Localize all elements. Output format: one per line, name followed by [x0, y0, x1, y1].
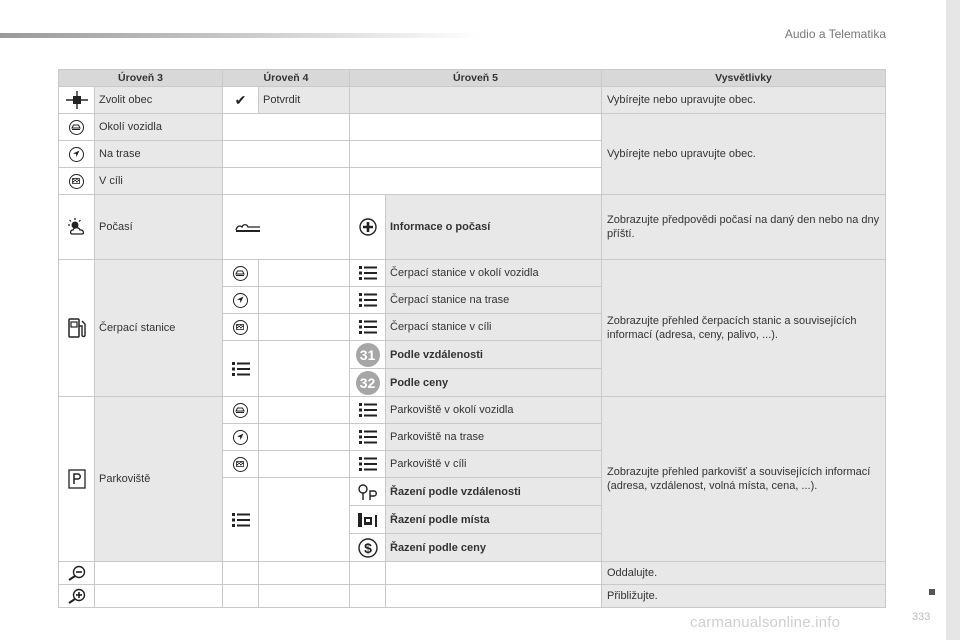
vehicle-surroundings-icon [223, 260, 259, 287]
empty-cell [223, 585, 259, 608]
checkmark-icon: ✔ [223, 87, 259, 114]
table-header-row [59, 70, 886, 87]
column-header-level5: Úroveň 5 [350, 70, 602, 87]
destination-flag-icon [59, 168, 95, 195]
row-label-v-cili: V cíli [95, 168, 223, 195]
table-row [59, 195, 886, 260]
section-title: Audio a Telematika [784, 27, 886, 41]
empty-cell [350, 141, 602, 168]
description-oddalujte: Oddalujte. [602, 562, 886, 585]
parking-distance-icon [350, 478, 386, 506]
page-number: 333 [912, 611, 931, 623]
empty-cell [259, 585, 350, 608]
empty-cell [259, 562, 350, 585]
description-priblizujte: Přibližujte. [602, 585, 886, 608]
column-header-level4: Úroveň 4 [223, 70, 350, 87]
on-route-icon [223, 287, 259, 314]
table-row [59, 114, 886, 141]
row-label-informace-o-pocasi: Informace o počasí [386, 195, 602, 260]
empty-cell [350, 585, 386, 608]
description-city-group: Vybírejte nebo upravujte obec. [602, 114, 886, 195]
on-route-icon [223, 424, 259, 451]
empty-cell [95, 562, 223, 585]
sub-label-parking-destination: Parkoviště v cíli [386, 451, 602, 478]
empty-cell [259, 260, 350, 287]
table-row [59, 397, 886, 424]
add-info-icon [350, 195, 386, 260]
column-header-level3: Úroveň 3 [59, 70, 223, 87]
row-label-pocasi: Počasí [95, 195, 223, 260]
empty-cell [259, 314, 350, 341]
sort-list-icon [223, 478, 259, 562]
header-gradient-bar [0, 33, 480, 38]
row-label-parkoviste: Parkoviště [95, 397, 223, 562]
empty-cell [259, 478, 350, 562]
parking-icon [59, 397, 95, 562]
empty-cell [386, 562, 602, 585]
fuel-station-icon [59, 260, 95, 397]
price-dollar-icon [350, 534, 386, 562]
list-icon [350, 424, 386, 451]
menu-table [58, 69, 886, 608]
empty-cell [259, 287, 350, 314]
empty-cell [350, 168, 602, 195]
table-row [59, 562, 886, 585]
page-marker [929, 589, 935, 595]
parking-places-icon [350, 506, 386, 534]
empty-cell [95, 585, 223, 608]
page-edge-tab [946, 0, 960, 640]
sub-label-sort-price: Řazení podle ceny [386, 534, 602, 562]
list-icon [350, 287, 386, 314]
empty-cell [350, 87, 602, 114]
empty-cell [386, 585, 602, 608]
table-row [59, 87, 886, 114]
sub-label-by-distance: Podle vzdálenosti [386, 341, 602, 369]
vehicle-surroundings-icon [223, 397, 259, 424]
sub-label-sort-distance: Řazení podle vzdálenosti [386, 478, 602, 506]
watermark: carmanualsonline.info [690, 614, 841, 631]
svg-text:$: $ [363, 539, 372, 556]
list-icon [350, 451, 386, 478]
empty-cell [223, 141, 350, 168]
sub-label-parking-route: Parkoviště na trase [386, 424, 602, 451]
empty-cell [259, 397, 350, 424]
empty-cell [259, 341, 350, 397]
weather-forecast-icon [223, 195, 350, 260]
weather-icon [59, 195, 95, 260]
description-parkoviste: Zobrazujte přehled parkovišť a souvisejících informací (adresa, vzdálenost, volná místa, cena, ...). [602, 397, 886, 562]
empty-cell [259, 451, 350, 478]
sub-label-by-price: Podle ceny [386, 369, 602, 397]
description-pocasi: Zobrazujte předpovědi počasí na daný den nebo na dny příští. [602, 195, 886, 260]
empty-cell [350, 562, 386, 585]
sub-label-fuel-nearby: Čerpací stanice v okolí vozidla [386, 260, 602, 287]
vehicle-surroundings-icon [59, 114, 95, 141]
sub-label-fuel-destination: Čerpací stanice v cíli [386, 314, 602, 341]
empty-cell [350, 114, 602, 141]
badge-32: 32 [350, 369, 386, 397]
list-icon [350, 260, 386, 287]
destination-flag-icon [223, 314, 259, 341]
sub-label-sort-place: Řazení podle místa [386, 506, 602, 534]
row-label-cerpaci-stanice: Čerpací stanice [95, 260, 223, 397]
empty-cell [223, 114, 350, 141]
description-cerpaci-stanice: Zobrazujte přehled čerpacích stanic a souvisejících informací (adresa, ceny, palivo, ...). [602, 260, 886, 397]
table-row [59, 260, 886, 287]
sub-label-parking-nearby: Parkoviště v okolí vozidla [386, 397, 602, 424]
on-route-icon [59, 141, 95, 168]
description-zvolit-obec: Vybírejte nebo upravujte obec. [602, 87, 886, 114]
column-header-explanation: Vysvětlivky [602, 70, 886, 87]
sort-list-icon [223, 341, 259, 397]
row-label-okoli-vozidla: Okolí vozidla [95, 114, 223, 141]
zoom-out-icon [59, 562, 95, 585]
row-label-zvolit-obec: Zvolit obec [95, 87, 223, 114]
empty-cell [259, 424, 350, 451]
zoom-in-icon [59, 585, 95, 608]
destination-flag-icon [223, 451, 259, 478]
badge-31: 31 [350, 341, 386, 369]
list-icon [350, 397, 386, 424]
sub-label-fuel-route: Čerpací stanice na trase [386, 287, 602, 314]
row-label-na-trase: Na trase [95, 141, 223, 168]
empty-cell [223, 562, 259, 585]
table-row [59, 585, 886, 608]
list-icon [350, 314, 386, 341]
row-label-potvrdit: Potvrdit [259, 87, 350, 114]
empty-cell [223, 168, 350, 195]
city-select-icon [59, 87, 95, 114]
